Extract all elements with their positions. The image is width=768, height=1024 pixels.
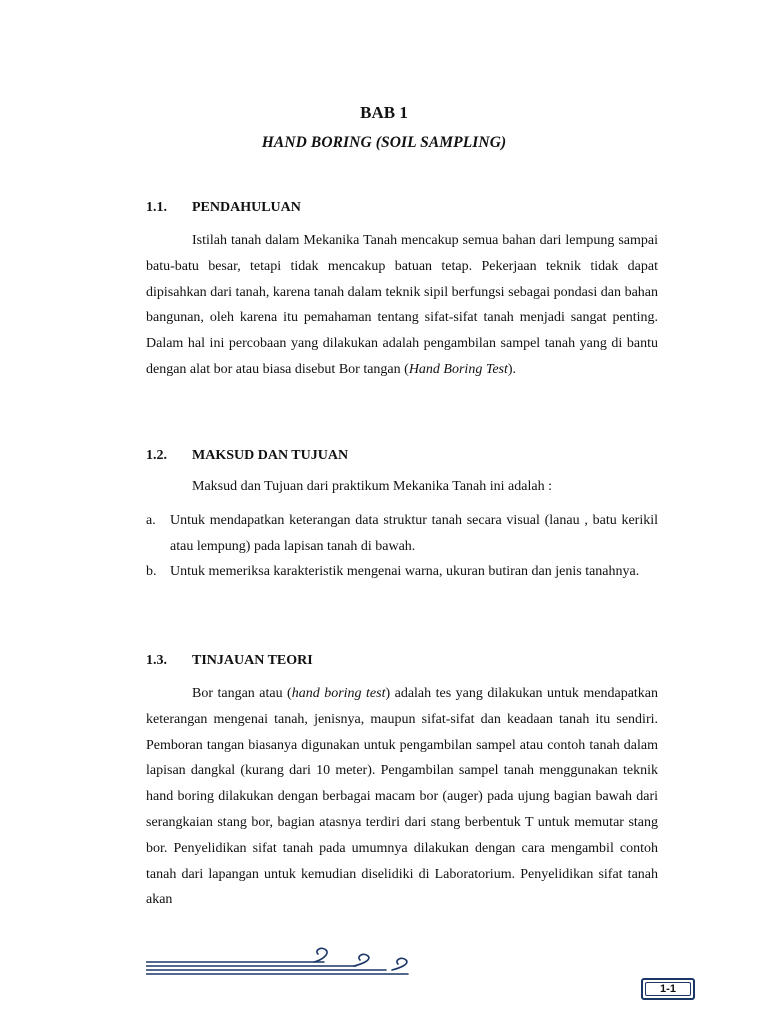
section-number: 1.1.: [146, 200, 167, 215]
section-heading-tinjauan-teori: [146, 653, 313, 669]
section-number: 1.2.: [146, 448, 167, 463]
page-number: 1-1: [660, 983, 676, 995]
list-item: [146, 559, 658, 585]
list-item: [146, 508, 658, 559]
footer-wave-decoration: [146, 946, 416, 976]
section-title: PENDAHULUAN: [192, 200, 301, 215]
paragraph-text: Istilah tanah dalam Mekanika Tanah mencakup semua bahan dari lempung sampai batu-batu besar, tetapi tidak mencakup batuan tetap. Pekerjaan teknik tidak dapat dipisahkan dari tanah, karena tanah dalam teknik sipil berfungsi sebagai pondasi dan bahan bangunan, oleh karena itu pemahaman tentang sifat-sifat tanah menjadi sangat penting. Dalam hal ini percobaan yang dilakukan adalah pengambilan sampel tanah yang di bantu dengan alat bor atau biasa disebut Bor tangan (: [146, 233, 658, 377]
objectives-list: [146, 508, 658, 585]
list-item-text: Untuk mendapatkan keterangan data struktur tanah secara visual (lanau , batu kerikil atau lempung) pada lapisan tanah di bawah.: [170, 513, 658, 554]
list-item-text: Untuk memeriksa karakteristik mengenai warna, ukuran butiran dan jenis tanahnya.: [170, 564, 640, 579]
objectives-intro: Maksud dan Tujuan dari praktikum Mekanika Tanah ini adalah :: [192, 479, 552, 494]
section-heading-maksud-dan-tujuan: [146, 448, 348, 464]
paragraph-tinjauan-teori: [146, 681, 658, 913]
page-number-badge: [641, 978, 695, 1000]
paragraph-pendahuluan: [146, 228, 658, 383]
section-title: TINJAUAN TEORI: [192, 653, 313, 668]
paragraph-text: Bor tangan atau (: [192, 686, 292, 701]
list-marker: a.: [146, 513, 156, 528]
paragraph-italic-term: Hand Boring Test: [408, 361, 508, 377]
list-marker: b.: [146, 564, 157, 579]
chapter-title: HAND BORING (SOIL SAMPLING): [261, 134, 507, 151]
section-heading-pendahuluan: [146, 200, 301, 216]
section-number: 1.3.: [146, 653, 167, 668]
section-title: MAKSUD DAN TUJUAN: [192, 448, 349, 463]
chapter-number: BAB 1: [360, 103, 408, 122]
paragraph-text-end: ).: [507, 361, 517, 377]
paragraph-italic-term: hand boring test: [291, 686, 386, 701]
paragraph-text-end: ) adalah tes yang dilakukan untuk mendapatkan keterangan mengenai tanah, jenisnya, maupun sifat-sifat dan keadaan tanah itu sendiri. Pemboran tangan biasanya digunakan untuk pengambilan sampel atau contoh tanah dalam lapisan dangkal (kurang dari 10 meter). Pengambilan sampel tanah menggunakan teknik hand boring dilakukan dengan berbagai macam bor (auger) pada ujung bagian bawah dari serangkaian stang bor, bagian atasnya terdiri dari stang berbentuk T untuk memutar stang bor. Penyelidikan sifat tanah pada umumnya dilakukan dengan cara mengambil contoh tanah dari lapangan untuk kemudian diselidiki di Laboratorium. Penyelidikan sifat tanah akan: [146, 686, 659, 908]
